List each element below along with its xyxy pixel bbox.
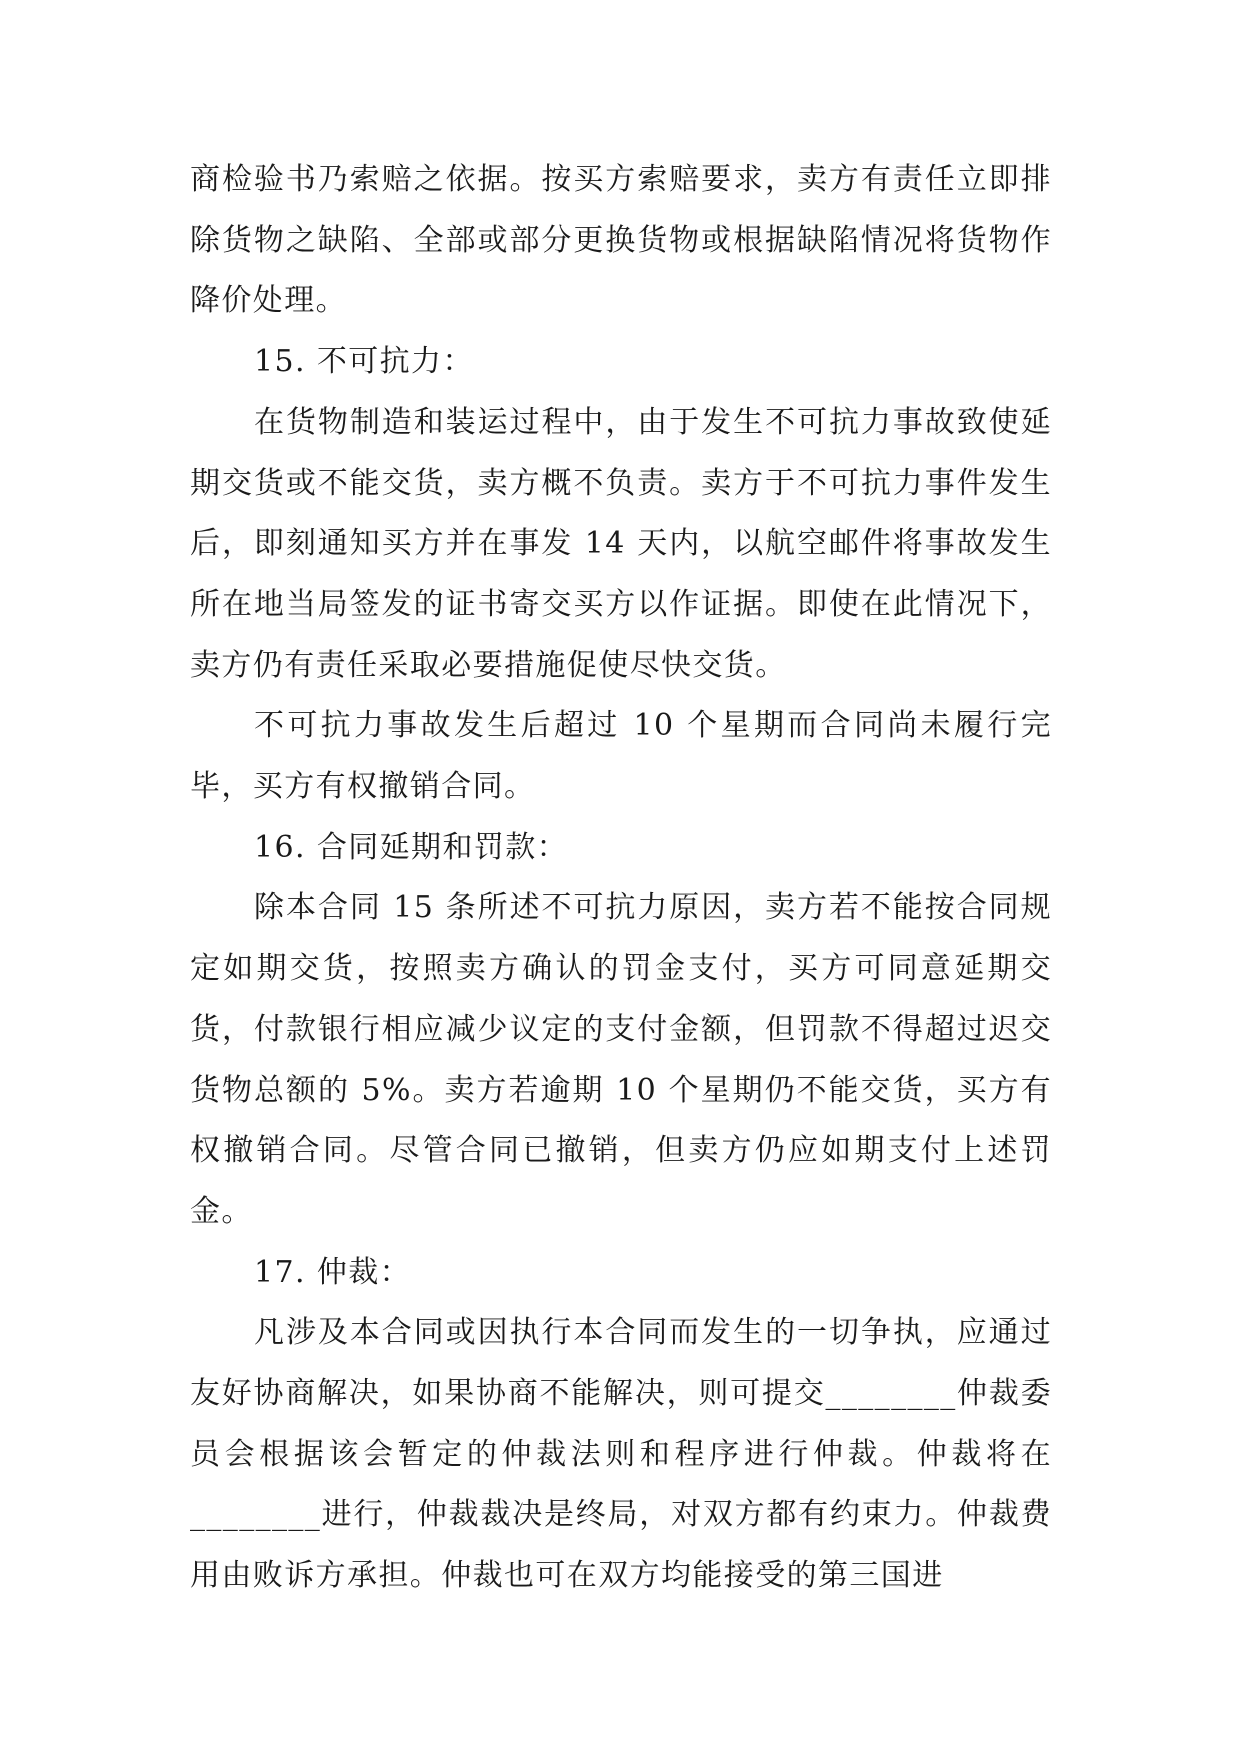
paragraph-15-2: 不可抗力事故发生后超过 10 个星期而合同尚未履行完毕，买方有权撤销合同。: [190, 708, 1052, 805]
paragraph-continued: 商检验书乃索赔之依据。按买方索赔要求，卖方有责任立即排除货物之缺陷、全部或部分更换货物或根据缺陷情况将货物作降价处理。: [190, 162, 1052, 319]
section-heading-16: 16. 合同延期和罚款：: [254, 829, 569, 865]
document-page: [190, 150, 1052, 1607]
section-heading-17: 17. 仲裁：: [254, 1254, 412, 1290]
paragraph-16-1: 除本合同 15 条所述不可抗力原因，卖方若不能按合同规定如期交货，按照卖方确认的罚金支付，买方可同意延期交货，付款银行相应减少议定的支付金额，但罚款不得超过迟交货物总额的 5%。卖方若逾期 10 个星期仍不能交货，买方有权撤销合同。尽管合同已撤销，但卖方仍应如期支付上述罚金。: [190, 890, 1052, 1229]
section-heading-15: 15. 不可抗力：: [254, 344, 474, 380]
paragraph-15-1: 在货物制造和装运过程中，由于发生不可抗力事故致使延期交货或不能交货，卖方概不负责。卖方于不可抗力事件发生后，即刻通知买方并在事发 14 天内，以航空邮件将事故发生所在地当局签发的证书寄交买方以作证据。即使在此情况下，卖方仍有责任采取必要措施促使尽快交货。: [190, 404, 1052, 683]
paragraph-17-1: 凡涉及本合同或因执行本合同而发生的一切争执，应通过友好协商解决，如果协商不能解决，则可提交________仲裁委员会根据该会暂定的仲裁法则和程序进行仲裁。仲裁将在________进行，仲裁裁决是终局，对双方都有约束力。仲裁费用由败诉方承担。仲裁也可在双方均能接受的第三国进: [190, 1315, 1052, 1594]
